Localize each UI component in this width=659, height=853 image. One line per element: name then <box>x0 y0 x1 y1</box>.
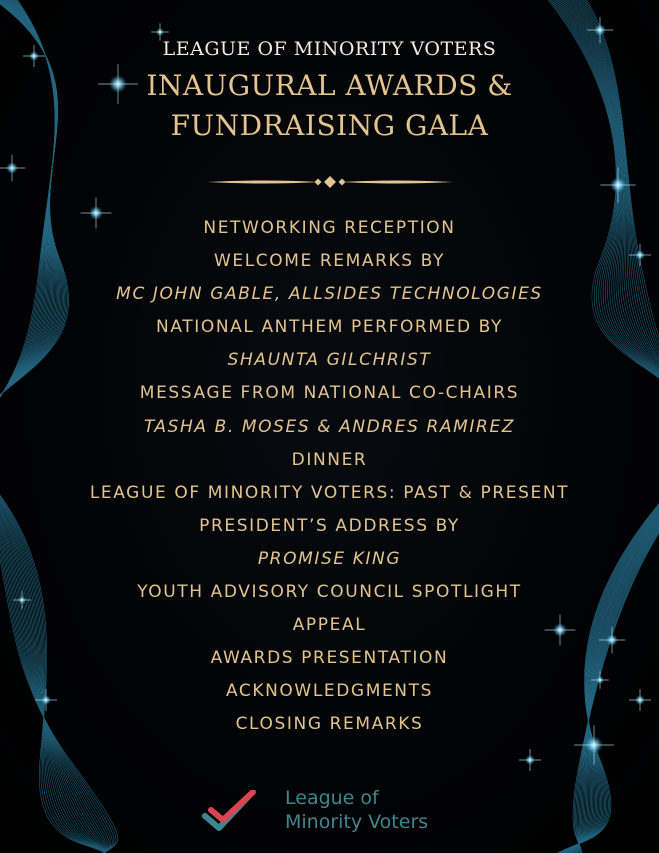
program-item: SHAUNTA GILCHRIST <box>227 350 432 371</box>
event-title-line-2: FUNDRAISING GALA <box>170 109 489 142</box>
organization-name: LEAGUE OF MINORITY VOTERS <box>162 38 497 60</box>
program-item: PROMISE KING <box>257 548 402 569</box>
program-item: NATIONAL ANTHEM PERFORMED BY <box>156 317 503 338</box>
program-item: YOUTH ADVISORY COUNCIL SPOTLIGHT <box>137 582 522 603</box>
program-item: AWARDS PRESENTATION <box>210 648 449 669</box>
program-item: MESSAGE FROM NATIONAL CO-CHAIRS <box>139 383 520 404</box>
program-item: PRESIDENT’S ADDRESS BY <box>199 515 460 536</box>
program-item: NETWORKING RECEPTION <box>203 218 456 238</box>
program-item: APPEAL <box>292 615 367 636</box>
program-item: MC JOHN GABLE, ALLSIDES TECHNOLOGIES <box>116 284 543 305</box>
program-item: WELCOME REMARKS BY <box>213 251 445 272</box>
program-item: CLOSING REMARKS <box>235 714 424 735</box>
program-item: LEAGUE OF MINORITY VOTERS: PAST & PRESENT <box>89 482 570 503</box>
ornamental-divider <box>207 174 453 190</box>
program-item: ACKNOWLEDGMENTS <box>225 681 434 702</box>
logo-text-line-2: Minority Voters <box>285 811 429 833</box>
event-title-line-1: INAUGURAL AWARDS & <box>146 69 513 102</box>
program-item: TASHA B. MOSES & ANDRES RAMIREZ <box>143 416 516 437</box>
checkmark-logo-icon <box>201 790 261 834</box>
organization-logo <box>201 786 461 842</box>
logo-text-line-1: League of <box>285 787 379 809</box>
program-item: DINNER <box>291 449 368 470</box>
program-list <box>0 212 659 742</box>
